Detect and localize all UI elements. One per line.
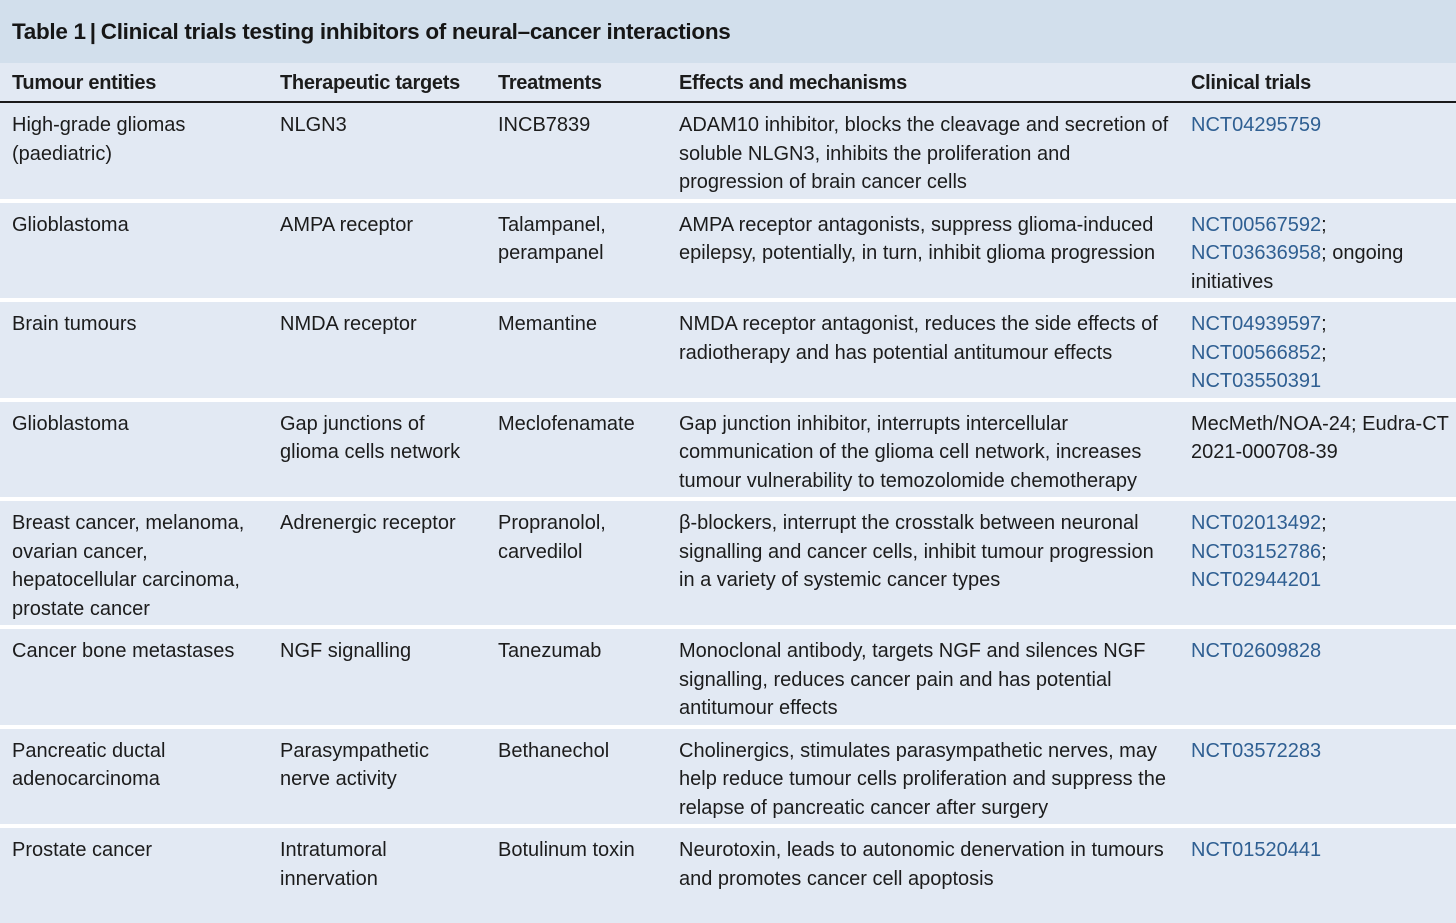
clinical-trials-table [0, 63, 1456, 895]
effects-cell: β-blockers, interrupt the crosstalk between neuronal signalling and cancer cells, inhibit tumour progression in a variety of systemic cancer types [667, 499, 1179, 627]
trial-separator: ; [1321, 540, 1327, 563]
trial-link[interactable]: NCT03572283 [1191, 739, 1322, 762]
trial-note: ongoing initiatives [1191, 242, 1404, 293]
table-row [0, 627, 1456, 727]
table-row [0, 201, 1456, 301]
clinical-trials-cell [1179, 400, 1456, 500]
header-therapeutic-targets: Therapeutic targets [268, 63, 486, 102]
trial-separator: ; [1321, 341, 1327, 364]
therapeutic-target-cell: Adrenergic receptor [268, 499, 486, 627]
therapeutic-target-cell: Gap junctions of glioma cells network [268, 400, 486, 500]
table-label: Table 1 [12, 18, 86, 44]
table-title: Clinical trials testing inhibitors of neural–cancer interactions [100, 18, 731, 44]
tumour-entity-cell: Glioblastoma [0, 201, 268, 301]
tumour-entity-cell: High-grade gliomas (paediatric) [0, 102, 268, 201]
clinical-trials-cell [1179, 627, 1456, 727]
clinical-trials-cell [1179, 201, 1456, 301]
trial-link[interactable]: NCT02944201 [1191, 569, 1322, 591]
table-row [0, 826, 1456, 895]
tumour-entity-cell: Glioblastoma [0, 400, 268, 500]
tumour-entity-cell: Pancreatic ductal adenocarcinoma [0, 727, 268, 827]
clinical-trials-cell [1179, 300, 1456, 400]
effects-cell: ADAM10 inhibitor, blocks the cleavage and secretion of soluble NLGN3, inhibits the proliferation and progression of brain cancer cells [667, 102, 1179, 201]
clinical-trials-cell [1179, 102, 1456, 201]
tumour-entity-cell: Breast cancer, melanoma, ovarian cancer, hepatocellular carcinoma, prostate cancer [0, 499, 268, 627]
effects-cell: Neurotoxin, leads to autonomic denervation in tumours and promotes cancer cell apoptosis [667, 826, 1179, 895]
tumour-entity-cell: Cancer bone metastases [0, 627, 268, 727]
therapeutic-target-cell: NGF signalling [268, 627, 486, 727]
trial-link[interactable]: NCT04939597 [1191, 313, 1322, 335]
treatment-cell: Tanezumab [486, 627, 667, 727]
treatment-cell: Memantine [486, 300, 667, 400]
tumour-entity-cell: Brain tumours [0, 300, 268, 400]
clinical-trials-cell [1179, 499, 1456, 627]
effects-cell: Gap junction inhibitor, interrupts intercellular communication of the glioma cell network, increases tumour vulnerability to temozolomide chemotherapy [667, 400, 1179, 500]
header-treatments: Treatments [486, 63, 667, 102]
trial-separator: ; [1321, 213, 1327, 236]
effects-cell: Monoclonal antibody, targets NGF and silences NGF signalling, reduces cancer pain and has potential antitumour effects [667, 627, 1179, 727]
table-row [0, 102, 1456, 201]
trial-link[interactable]: NCT02609828 [1191, 640, 1322, 662]
effects-cell: NMDA receptor antagonist, reduces the side effects of radiotherapy and has potential antitumour effects [667, 300, 1179, 400]
trial-link[interactable]: NCT01520441 [1191, 839, 1322, 861]
trial-link[interactable]: NCT03550391 [1191, 370, 1322, 392]
therapeutic-target-cell: Parasympathetic nerve activity [268, 727, 486, 827]
trial-link[interactable]: NCT00567592 [1191, 213, 1322, 236]
effects-cell: AMPA receptor antagonists, suppress glioma-induced epilepsy, potentially, in turn, inhibit glioma progression [667, 201, 1179, 301]
table-row [0, 400, 1456, 500]
trial-separator: ; [1321, 512, 1327, 534]
header-clinical-trials: Clinical trials [1179, 63, 1456, 102]
trial-reference-text: MecMeth/NOA-24; Eudra-CT 2021-000708-39 [1191, 412, 1449, 463]
therapeutic-target-cell: Intratumoral innervation [268, 826, 486, 895]
trial-link[interactable]: NCT04295759 [1191, 114, 1322, 136]
therapeutic-target-cell: NLGN3 [268, 102, 486, 201]
treatment-cell: Talampanel, perampanel [486, 201, 667, 301]
therapeutic-target-cell: NMDA receptor [268, 300, 486, 400]
trial-separator: ; [1321, 313, 1327, 335]
header-row [0, 63, 1456, 102]
clinical-trials-cell [1179, 826, 1456, 895]
table-row [0, 499, 1456, 627]
trial-link[interactable]: NCT03152786 [1191, 540, 1322, 563]
trial-separator: ; [1321, 242, 1333, 264]
header-tumour-entities: Tumour entities [0, 63, 268, 102]
treatment-cell: Propranolol, carvedilol [486, 499, 667, 627]
header-effects-mechanisms: Effects and mechanisms [667, 63, 1179, 102]
clinical-trials-cell [1179, 727, 1456, 827]
table-caption [0, 0, 1456, 63]
table-row [0, 300, 1456, 400]
table-row [0, 727, 1456, 827]
trial-link[interactable]: NCT02013492 [1191, 512, 1322, 534]
trial-link[interactable]: NCT03636958 [1191, 242, 1322, 264]
trial-link[interactable]: NCT00566852 [1191, 341, 1322, 364]
tumour-entity-cell: Prostate cancer [0, 826, 268, 895]
treatment-cell: Bethanechol [486, 727, 667, 827]
treatment-cell: INCB7839 [486, 102, 667, 201]
treatment-cell: Botulinum toxin [486, 826, 667, 895]
caption-separator: | [89, 18, 96, 44]
treatment-cell: Meclofenamate [486, 400, 667, 500]
effects-cell: Cholinergics, stimulates parasympathetic nerves, may help reduce tumour cells proliferation and suppress the relapse of pancreatic cancer after surgery [667, 727, 1179, 827]
therapeutic-target-cell: AMPA receptor [268, 201, 486, 301]
